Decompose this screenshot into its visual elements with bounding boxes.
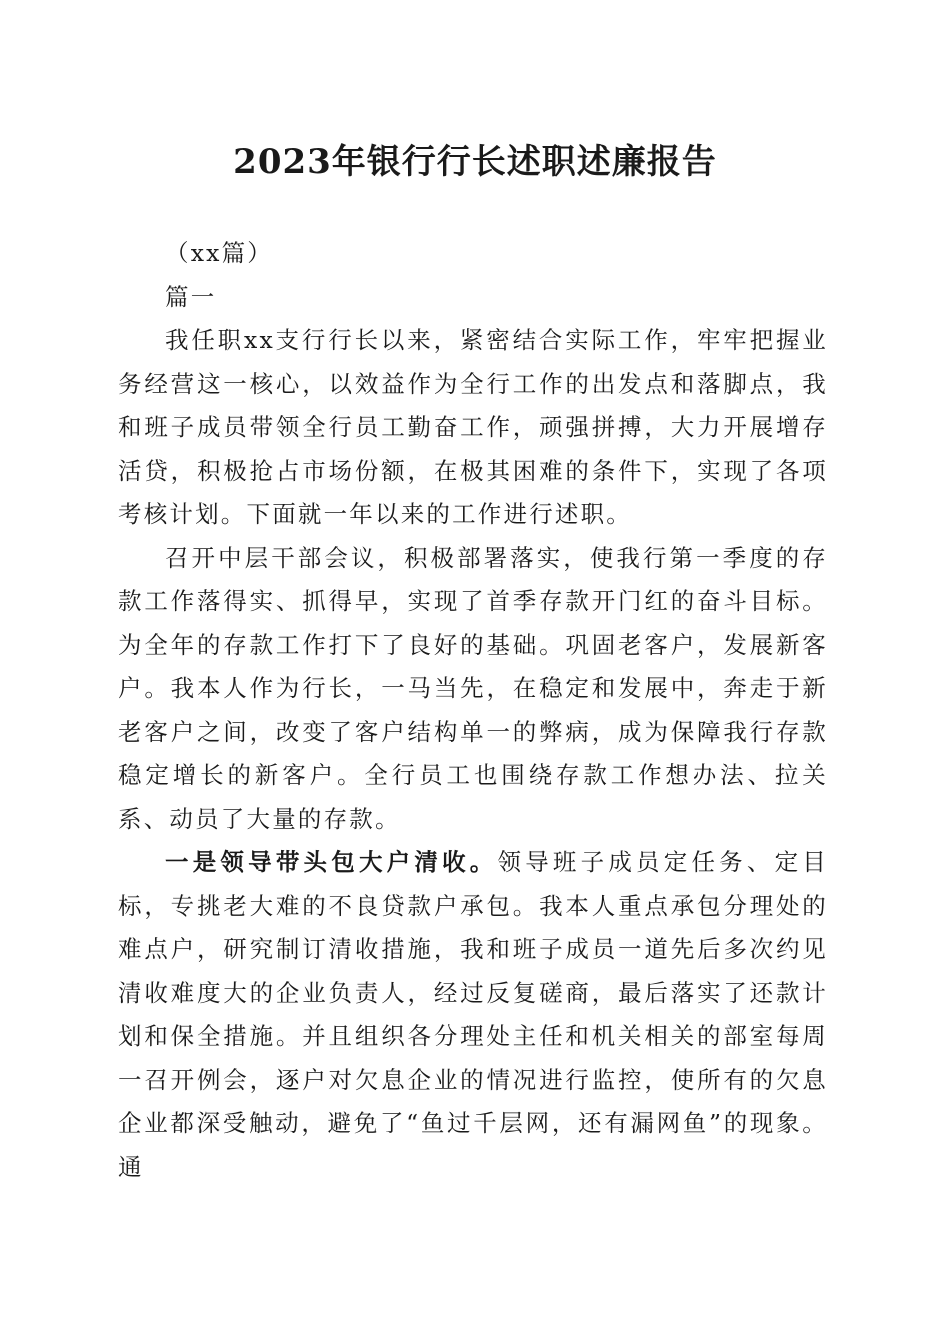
document-title: 2023年银行行长述职述廉报告 (233, 142, 717, 182)
subtitle: （xx篇） (165, 239, 274, 267)
section-heading: 篇一 (165, 282, 217, 311)
paragraph-text: 召开中层干部会议，积极部署落实，使我行第一季度的存款工作落得实、抓得早，实现了首季存款开门红的奋斗目标。为全年的存款工作打下了良好的基础。巩固老客户，发展新客户。我本人作为行长，一马当先，在稳定和发展中，奔走于新老客户之间，改变了客户结构单一的弊病，成为保障我行存款稳定增长的新客户。全行员工也围绕存款工作想办法、拉关系、动员了大量的存款。 (118, 543, 828, 833)
paragraph-lead: 一是领导带头包大户清收。 (165, 848, 498, 876)
paragraph-text: 领导班子成员定任务、定目标，专挑老大难的不良贷款户承包。我本人重点承包分理处的难点户，研究制订清收措施，我和班子成员一道先后多次约见清收难度大的企业负责人，经过反复磋商，最后落实了还款计划和保全措施。并且组织各分理处主任和机关相关的部室每周一召开例会，逐户对欠息企业的情况进行监控，使所有的欠息企业都深受触动，避免了“鱼过千层网，还有漏网鱼”的现象。通 (118, 848, 828, 1181)
paragraph-3 (118, 841, 828, 1189)
document-body (118, 232, 828, 1189)
paragraph-text: 我任职xx支行行长以来，紧密结合实际工作，牢牢把握业务经营这一核心，以效益作为全行工作的出发点和落脚点，我和班子成员带领全行员工勤奋工作，顽强拼搏，大力开展增存活贷，积极抢占市场份额，在极其困难的条件下，实现了各项考核计划。下面就一年以来的工作进行述职。 (118, 326, 828, 528)
paragraph-2 (118, 537, 828, 842)
paragraph-1 (118, 319, 828, 537)
